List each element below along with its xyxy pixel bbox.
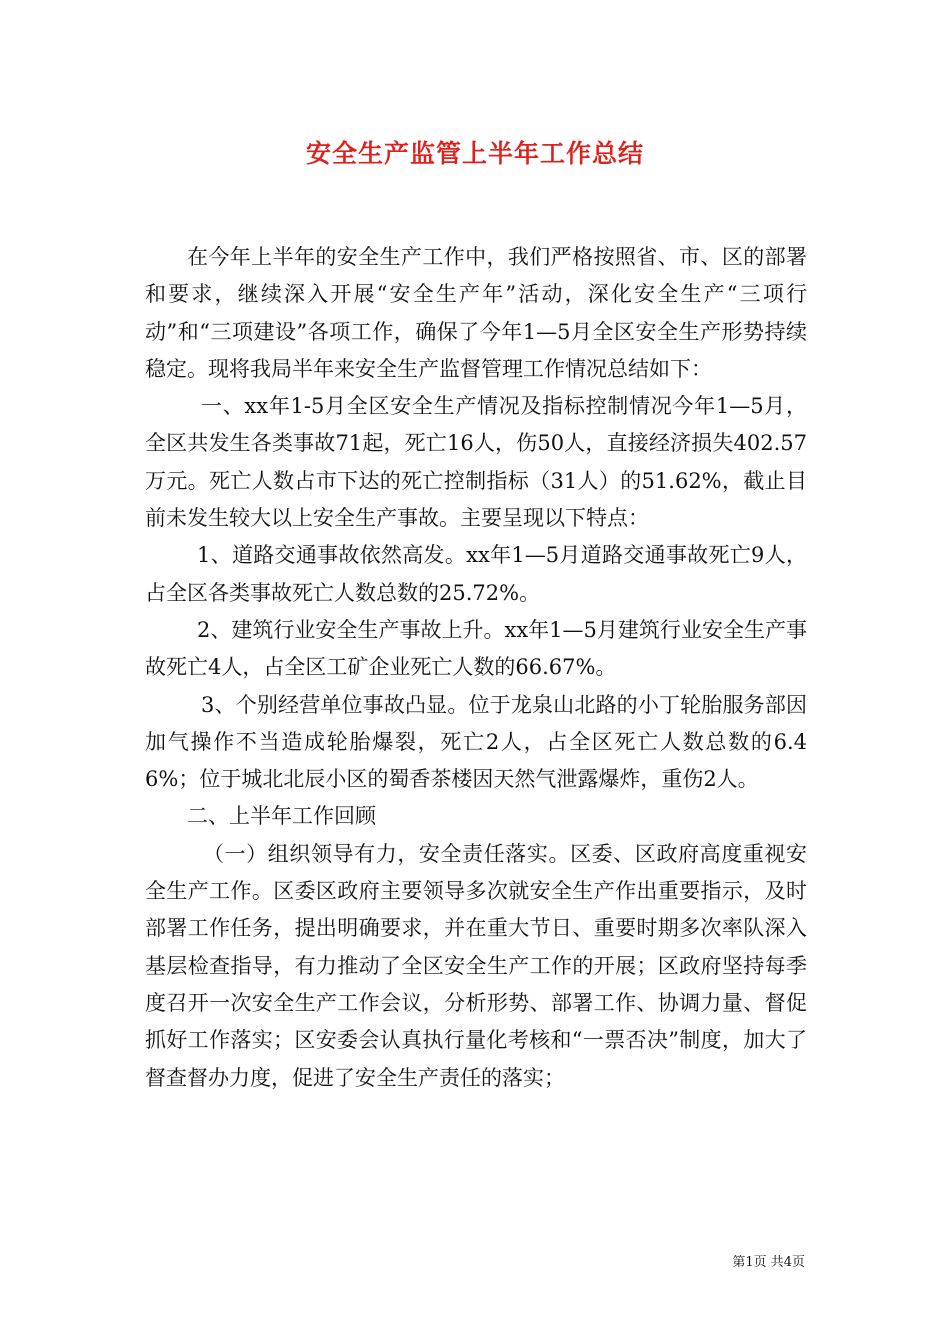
paragraph-section-two: 二、上半年工作回顾 [187,804,376,829]
page-number: 第1页 共4页 [732,1255,805,1270]
paragraph-item-1: 1、道路交通事故依然高发。xx年1—5月道路交通事故死亡9人，占全区各类事故死亡人数总数的25.72%。 [145,543,807,605]
paragraph-item-3: 3、个别经营单位事故凸显。位于龙泉山北路的小丁轮胎服务部因加气操作不当造成轮胎爆裂，死亡2人，占全区死亡人数总数的6.46%；位于城北北辰小区的蜀香茶楼因天然气泄露爆炸，重伤2人。 [145,692,807,792]
paragraph-subsection-1: （一）组织领导有力，安全责任落实。区委、区政府高度重视安全生产工作。区委区政府主要领导多次就安全生产作出重要指示，及时部署工作任务，提出明确要求，并在重大节日、重要时期多次率队深入基层检查指导，有力推动了全区安全生产工作的开展；区政府坚持每季度召开一次安全生产工作会议，分析形势、部署工作、协调力量、督促抓好工作落实；区安委会认真执行量化考核和“一票否决”制度，加大了督查督办力度，促进了安全生产责任的落实； [145,841,807,1090]
paragraph-item-2: 2、建筑行业安全生产事故上升。xx年1—5月建筑行业安全生产事故死亡4人，占全区工矿企业死亡人数的66.67%。 [145,617,807,680]
paragraph-intro: 在今年上半年的安全生产工作中，我们严格按照省、市、区的部署和要求，继续深入开展“安全生产年”活动，深化安全生产“三项行动”和“三项建设”各项工作，确保了今年1—5月全区安全生产形势持续稳定。现将我局半年来安全生产监督管理工作情况总结如下： [145,245,807,381]
document-title: 安全生产监管上半年工作总结 [305,139,644,168]
paragraph-section-one: 一、xx年1-5月全区安全生产情况及指标控制情况今年1—5月，全区共发生各类事故71起，死亡16人，伤50人，直接经济损失402.57万元。死亡人数占市下达的死亡控制指标（31人）的51.62%，截止目前未发生较大以上安全生产事故。主要呈现以下特点： [145,394,807,531]
document-body [145,239,807,1097]
